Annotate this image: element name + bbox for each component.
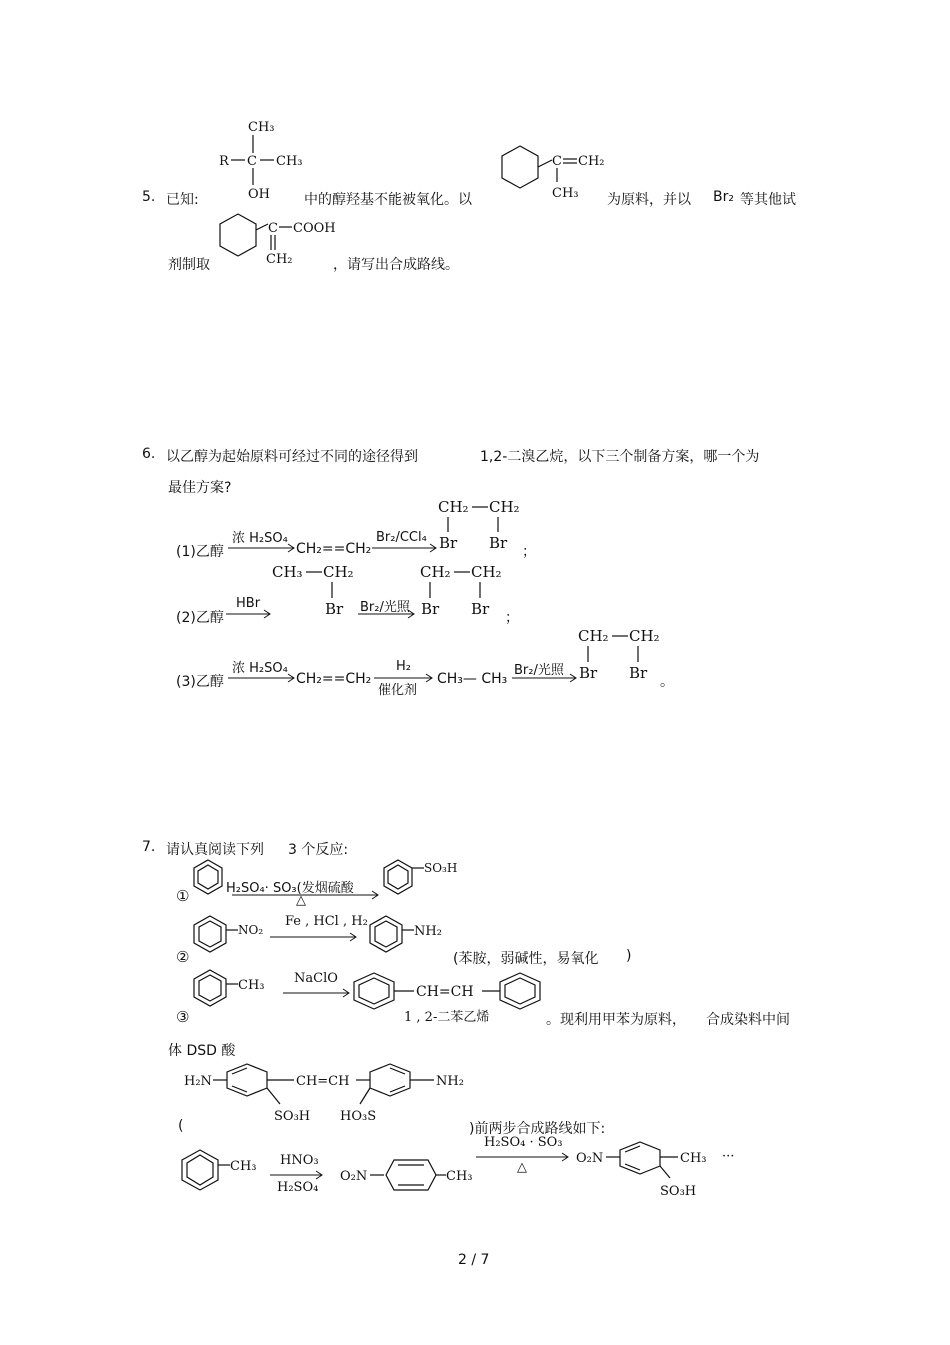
- dsd-chch: CH=CH: [296, 1074, 350, 1089]
- q5-text-a: 中的醇羟基不能被氧化。以: [304, 192, 472, 208]
- nitrotoluenesulfonic-acid-structure: [576, 1140, 746, 1200]
- route1-product-dibromoethane: [436, 496, 536, 556]
- r1-br-b: Br: [489, 534, 508, 552]
- r3-prod-chch: CH=CH: [416, 984, 474, 1000]
- r2-note-close: ): [626, 948, 632, 964]
- route2-arrow1: [226, 609, 274, 619]
- route3-mid2: CH₃— CH₃: [437, 671, 508, 687]
- route1-mid: CH₂==CH₂: [296, 541, 372, 557]
- q5-known-label: 已知:: [166, 192, 199, 208]
- route3-arrow1: [228, 673, 298, 683]
- route2-bromoethane: [270, 560, 370, 616]
- s1-oh: OH: [248, 187, 270, 202]
- route-o2n2: O₂N: [576, 1151, 604, 1166]
- route3-end: 。: [660, 674, 674, 690]
- q5-line2-b: ，请写出合成路线。: [333, 257, 459, 273]
- q5-line2-a: 剂制取: [168, 257, 210, 273]
- s2-ch2: CH₂: [578, 154, 605, 169]
- r3-num: ③: [176, 1008, 190, 1026]
- q7-paren-close: )前两步合成路线如下:: [469, 1121, 606, 1137]
- r2-num: ②: [176, 948, 190, 966]
- route1-arrow1: [228, 543, 298, 553]
- route-ch3: CH₃: [230, 1159, 257, 1174]
- route1-end: ；: [522, 544, 536, 560]
- r2-sub-no2: NO₂: [238, 923, 264, 937]
- r2p-br-a: Br: [421, 600, 440, 618]
- dsd-acid-structure: [180, 1058, 480, 1128]
- tertiary-alcohol-structure: [215, 115, 315, 205]
- toluene-structure-route: [180, 1148, 270, 1198]
- s1-ch3-right: CH₃: [276, 154, 303, 169]
- route-ellipsis: ···: [722, 1149, 735, 1164]
- route3-arrow3: [512, 673, 582, 683]
- s1-c: C: [247, 154, 257, 169]
- route-cond2-top: H₂SO₄ · SO₃: [484, 1135, 563, 1150]
- r3-ch2-b: CH₂: [629, 627, 660, 645]
- route3-cond2-top: H₂: [396, 659, 411, 674]
- q7-number: 7.: [142, 839, 156, 855]
- q5-number: 5.: [142, 189, 156, 205]
- r3-br-a: Br: [579, 664, 598, 682]
- route-cond1-top: HNO₃: [280, 1153, 319, 1168]
- r2-arrow: [270, 932, 360, 942]
- benzenesulfonic-acid-structure: [382, 854, 472, 898]
- r1-num: ①: [176, 887, 190, 905]
- q7-intro: 请认真阅读下列: [166, 842, 264, 858]
- r1-arrow: [232, 890, 382, 900]
- cyclohexyl-propene-structure: [500, 140, 620, 210]
- route-cond1-bot: H₂SO₄: [277, 1180, 319, 1195]
- r3-br-b: Br: [629, 664, 648, 682]
- p-nitrotoluene-structure: [340, 1156, 490, 1196]
- r3-prod-name: 1 , 2-二苯乙烯: [404, 1010, 490, 1025]
- q6-line2: 最佳方案?: [168, 480, 232, 496]
- route-so3h: SO₃H: [660, 1184, 697, 1199]
- r2-ch2: CH₂: [323, 563, 354, 581]
- r3-ch2-a: CH₂: [578, 627, 609, 645]
- q7-tail2: 合成染料中间: [706, 1012, 790, 1028]
- r2-prod-nh2: NH₂: [414, 924, 442, 939]
- dsd-nh2: NH₂: [436, 1074, 464, 1089]
- r2p-br-b: Br: [471, 600, 490, 618]
- route2-product-dibromoethane: [418, 560, 518, 616]
- route3-label: (3)乙醇: [176, 674, 224, 690]
- r1-ch2-b: CH₂: [489, 498, 520, 516]
- r2-cond: Fe , HCl , H₂: [285, 914, 368, 929]
- q7-paren-open: (: [178, 1118, 184, 1134]
- dsd-ho3s: HO₃S: [340, 1109, 377, 1124]
- r2p-ch2-a: CH₂: [420, 563, 451, 581]
- q6-line1: 以乙醇为起始原料可经过不同的途径得到: [166, 449, 418, 465]
- route2-cond1: HBr: [236, 596, 261, 611]
- r1-prod-so3h: SO₃H: [424, 861, 458, 875]
- r2p-ch2-b: CH₂: [471, 563, 502, 581]
- q5-text-c: 等其他试: [740, 192, 796, 208]
- q6-target: 1,2-二溴乙烷，以下三个制备方案，哪一个为: [480, 449, 760, 465]
- target-acrylic-acid-structure: [218, 208, 338, 278]
- r3-cond: NaClO: [294, 971, 338, 986]
- r2-br: Br: [325, 600, 344, 618]
- s3-c: C: [268, 221, 278, 236]
- route-arrow1: [270, 1170, 326, 1180]
- nitrobenzene-structure: [192, 912, 282, 960]
- r2-note: (苯胺，弱碱性，易氧化: [453, 951, 599, 967]
- route-cond2-bot: △: [517, 1160, 527, 1175]
- route-ch3c: CH₃: [680, 1151, 707, 1166]
- route2-label: (2)乙醇: [176, 610, 224, 626]
- q5-text-b: 为原料，并以: [607, 192, 691, 208]
- route2-cond2: Br₂/光照: [360, 600, 410, 615]
- route2-arrow2: [358, 609, 420, 619]
- s3-ch2: CH₂: [266, 252, 293, 267]
- route1-arrow2: [372, 543, 442, 553]
- r1-ch2-a: CH₂: [438, 498, 469, 516]
- s1-r: R: [219, 154, 229, 169]
- r1-cond: H₂SO₄· SO₃(发烟硫酸: [226, 881, 354, 896]
- dsd-h2n: H₂N: [184, 1074, 212, 1089]
- s3-cooh: COOH: [293, 221, 336, 236]
- route1-cond1: 浓 H₂SO₄: [232, 531, 288, 546]
- q7-tail: 。现利用甲苯为原料，: [546, 1012, 686, 1028]
- r1-cond-bot: △: [296, 893, 306, 908]
- r3-sub-ch3: CH₃: [238, 978, 265, 993]
- route1-label: (1)乙醇: [176, 544, 224, 560]
- s2-ch3: CH₃: [552, 186, 579, 201]
- r2-ch3: CH₃: [272, 563, 303, 581]
- toluene-structure-r3: [192, 966, 282, 1016]
- r1-br-a: Br: [439, 534, 458, 552]
- route-ch3b: CH₃: [446, 1169, 473, 1184]
- q5-br2: Br₂: [713, 189, 734, 205]
- q7-dsd-line: 体 DSD 酸: [168, 1043, 236, 1059]
- q7-count: 3 个反应:: [288, 842, 349, 858]
- r3-arrow: [283, 988, 353, 998]
- route-o2n: O₂N: [340, 1169, 368, 1184]
- dsd-so3h: SO₃H: [274, 1109, 311, 1124]
- route2-end: ；: [505, 610, 519, 626]
- aniline-structure: [368, 912, 458, 960]
- s1-ch3-top: CH₃: [248, 120, 275, 135]
- route3-cond2-bot: 催化剂: [378, 683, 418, 698]
- route3-mid: CH₂==CH₂: [296, 671, 372, 687]
- route1-cond2: Br₂/CCl₄: [376, 530, 427, 545]
- route3-cond1: 浓 H₂SO₄: [232, 661, 288, 676]
- s2-c: C: [552, 154, 562, 169]
- page-number: 2 / 7: [458, 1252, 490, 1268]
- q6-number: 6.: [142, 446, 156, 462]
- route3-cond3: Br₂/光照: [514, 663, 564, 678]
